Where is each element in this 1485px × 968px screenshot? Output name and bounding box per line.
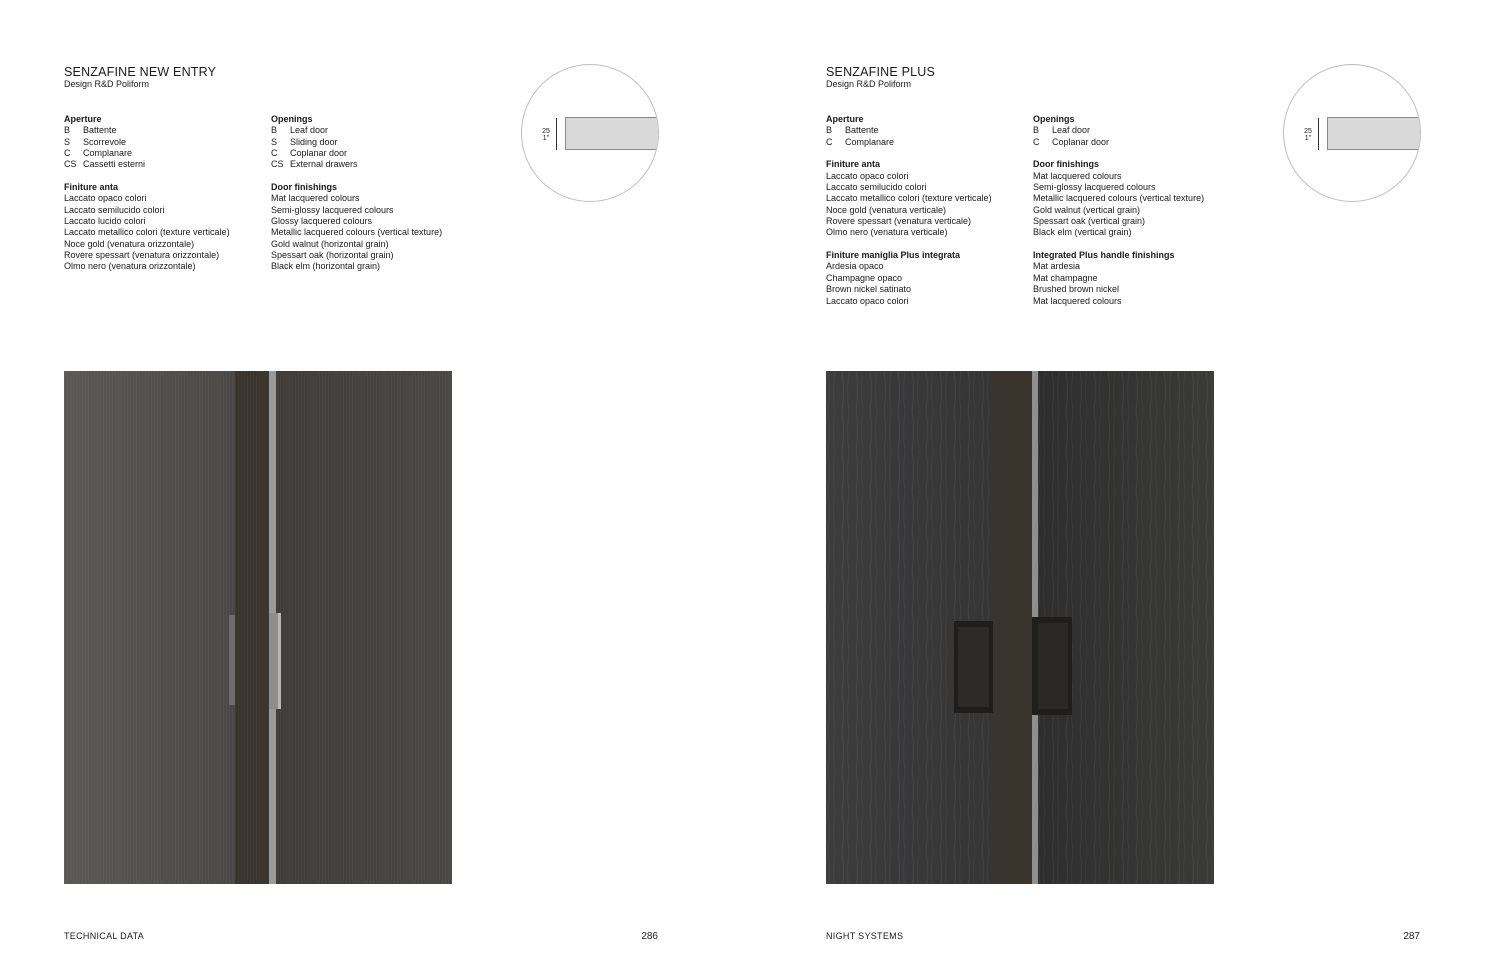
aperture-item: CS Cassetti esterni xyxy=(64,159,146,170)
finiture-heading: Finiture anta xyxy=(826,159,881,170)
door-finishing-item: Spessart oak (vertical grain) xyxy=(1033,216,1146,227)
door-finishing-item: Spessart oak (horizontal grain) xyxy=(271,250,394,261)
finiture-item: Laccato semilucido colori xyxy=(64,204,165,215)
finiture-item: Olmo nero (venatura orizzontale) xyxy=(64,261,196,272)
handle-heading: Integrated Plus handle finishings xyxy=(1033,250,1175,261)
openings-item: CS External drawers xyxy=(271,159,358,170)
english-specs xyxy=(271,114,442,273)
aperture-item: B Battente xyxy=(64,125,117,136)
door-finishings-heading: Door finishings xyxy=(271,182,337,193)
finiture-item: Noce gold (venatura orizzontale) xyxy=(64,238,195,249)
openings-item: C Coplanar door xyxy=(271,148,348,159)
finiture-heading: Finiture anta xyxy=(64,182,119,193)
finiture-item: Laccato opaco colori xyxy=(826,170,909,181)
aperture-item: B Battente xyxy=(826,125,879,136)
dimension-line xyxy=(556,118,557,150)
finiture-item: Laccato semilucido colori xyxy=(826,182,927,193)
maniglia-heading: Finiture maniglia Plus integrata xyxy=(826,250,961,261)
openings-item: S Sliding door xyxy=(271,136,338,147)
openings-item: B Leaf door xyxy=(271,125,329,136)
openings-heading: Openings xyxy=(1033,114,1075,124)
aperture-item: C Complanare xyxy=(64,148,133,159)
openings-item: C Coplanar door xyxy=(1033,136,1110,147)
dimension-mm: 25 xyxy=(542,128,550,135)
door-finishing-item: Semi-glossy lacquered colours xyxy=(271,204,394,215)
handle-item: Mat ardesia xyxy=(1033,261,1081,272)
italian-specs xyxy=(826,114,992,307)
door-finishing-item: Black elm (vertical grain) xyxy=(1033,227,1132,238)
door-finishing-item: Black elm (horizontal grain) xyxy=(271,261,381,272)
aperture-heading: Aperture xyxy=(826,114,864,124)
italian-specs xyxy=(64,114,230,273)
designer-credit: Design R&D Poliform xyxy=(64,79,150,89)
product-photo xyxy=(64,371,452,884)
door-finishing-item: Mat lacquered colours xyxy=(1033,170,1122,181)
aperture-heading: Aperture xyxy=(64,114,102,124)
door-finishing-item: Metallic lacquered colours (vertical texture) xyxy=(1033,193,1205,204)
door-finishing-item: Gold walnut (vertical grain) xyxy=(1033,204,1141,215)
finiture-item: Noce gold (venatura verticale) xyxy=(826,204,947,215)
door-profile-section xyxy=(565,117,659,150)
left-page xyxy=(0,0,742,968)
product-title: SENZAFINE NEW ENTRY xyxy=(64,65,217,79)
product-title: SENZAFINE PLUS xyxy=(826,65,936,79)
door-finishing-item: Metallic lacquered colours (vertical texture) xyxy=(271,227,443,238)
finiture-item: Olmo nero (venatura verticale) xyxy=(826,227,948,238)
finiture-item: Laccato lucido colori xyxy=(64,216,146,227)
door-finishing-item: Glossy lacquered colours xyxy=(271,216,373,227)
section-footer: NIGHT SYSTEMS xyxy=(826,931,904,941)
handle-item: Brushed brown nickel xyxy=(1033,284,1120,295)
wardrobe-door-image xyxy=(826,371,1214,884)
door-finishing-item: Semi-glossy lacquered colours xyxy=(1033,182,1156,193)
product-photo xyxy=(826,371,1214,884)
page-number: 287 xyxy=(1403,931,1420,942)
dimension-inch: 1" xyxy=(542,135,550,142)
english-specs xyxy=(1033,114,1204,307)
page-number: 286 xyxy=(641,931,658,942)
maniglia-item: Laccato opaco colori xyxy=(826,295,909,306)
finiture-item: Laccato metallico colori (texture verticale) xyxy=(64,227,230,238)
finiture-item: Rovere spessart (venatura orizzontale) xyxy=(64,250,220,261)
handle-item: Mat champagne xyxy=(1033,272,1098,283)
right-page xyxy=(742,0,1485,968)
aperture-item: S Scorrevole xyxy=(64,136,127,147)
maniglia-item: Champagne opaco xyxy=(826,272,903,283)
finiture-item: Laccato metallico colori (texture verticale) xyxy=(826,193,992,204)
openings-item: B Leaf door xyxy=(1033,125,1091,136)
maniglia-item: Brown nickel satinato xyxy=(826,284,912,295)
door-profile-detail xyxy=(521,64,659,202)
dimension-line xyxy=(1318,118,1319,150)
door-finishings-heading: Door finishings xyxy=(1033,159,1099,170)
dimension-inch: 1" xyxy=(1304,135,1312,142)
door-finishing-item: Gold walnut (horizontal grain) xyxy=(271,238,389,249)
door-profile-detail xyxy=(1283,64,1421,202)
maniglia-item: Ardesia opaco xyxy=(826,261,884,272)
section-footer: TECHNICAL DATA xyxy=(64,931,145,941)
door-finishing-item: Mat lacquered colours xyxy=(271,193,360,204)
dimension-mm: 25 xyxy=(1304,128,1312,135)
wardrobe-door-image xyxy=(64,371,452,884)
door-profile-section xyxy=(1327,117,1421,150)
handle-item: Mat lacquered colours xyxy=(1033,295,1122,306)
finiture-item: Rovere spessart (venatura verticale) xyxy=(826,216,972,227)
aperture-item: C Complanare xyxy=(826,136,895,147)
openings-heading: Openings xyxy=(271,114,313,124)
designer-credit: Design R&D Poliform xyxy=(826,79,912,89)
finiture-item: Laccato opaco colori xyxy=(64,193,147,204)
